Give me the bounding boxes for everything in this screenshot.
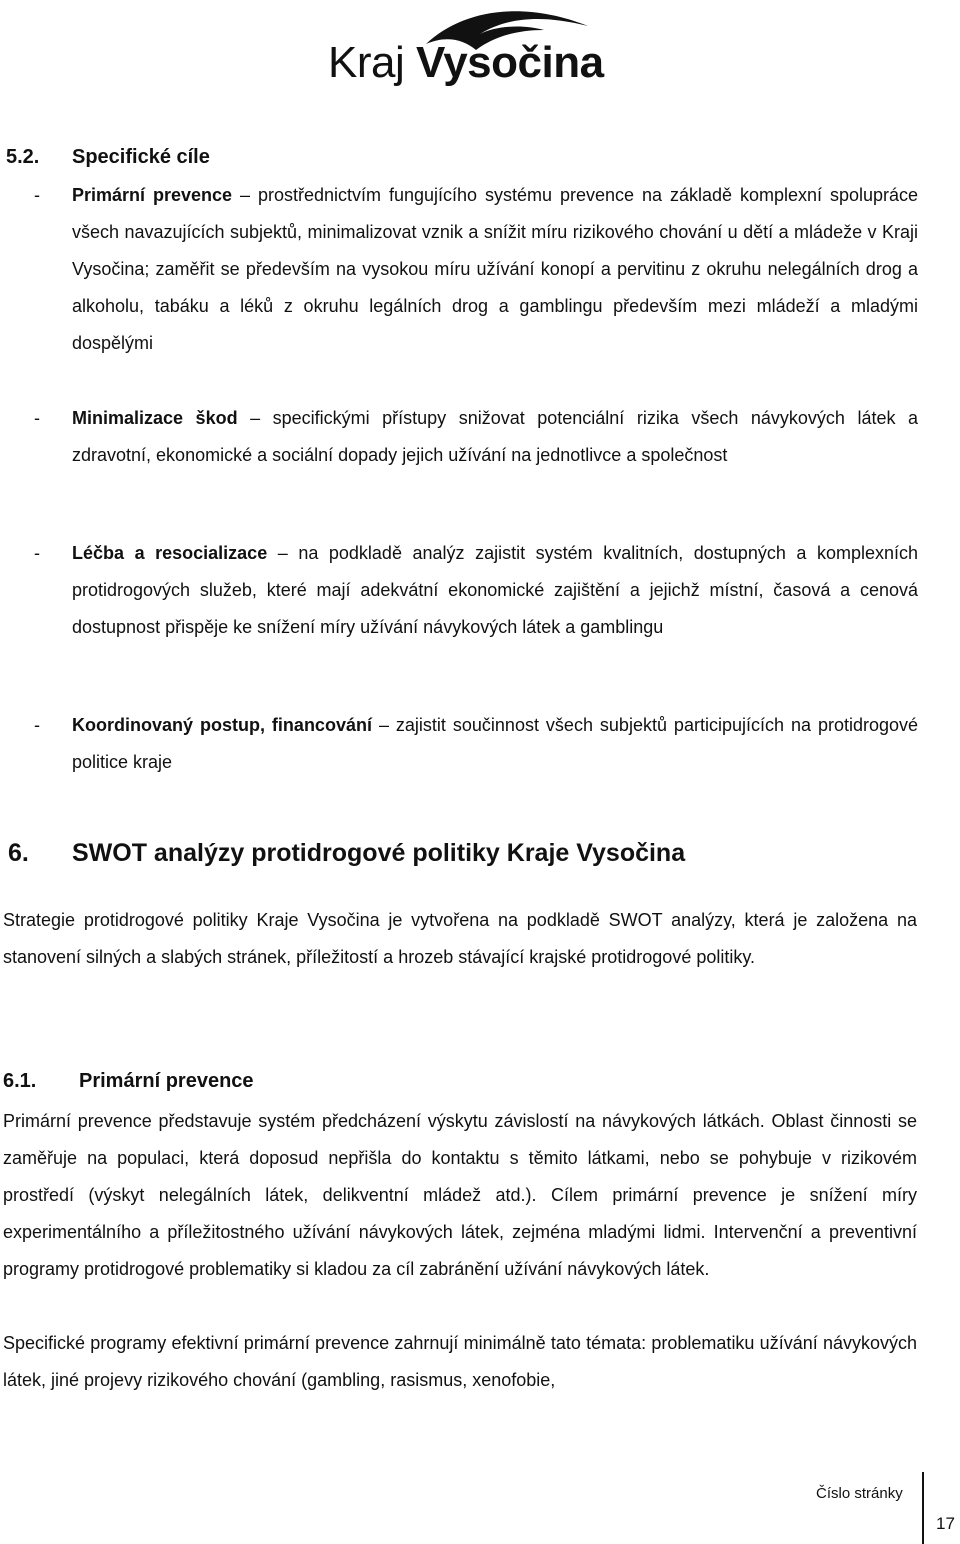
section-6-1-heading bbox=[3, 1064, 254, 1098]
section-title: Specifické cíle bbox=[72, 146, 210, 168]
section-5-2-heading bbox=[6, 140, 210, 174]
page-number: 17 bbox=[936, 1514, 955, 1533]
section-title: Primární prevence bbox=[79, 1070, 254, 1092]
section-6-paragraph: Strategie protidrogové politiky Kraje Vysočina je vytvořena na podkladě SWOT analýzy, která je založena na stanovení silných a slabých stránek, příležitostí a hrozeb stávající krajské protidrogové politiky. bbox=[3, 910, 917, 967]
list-item bbox=[34, 400, 918, 474]
list-item-text: – prostřednictvím fungujícího systému prevence na základě komplexní spolupráce všech navazujících subjektů, minimalizovat vznik a snížit míru rizikového chování u dětí a mládeže v Kraji Vysočina; zaměřit se především na vysokou míru užívání konopí a pervitinu z okruhu nelegálních drog a alkoholu, tabáku a léků z okruhu legálních drog a gamblingu především mezi mládeží a mladými dospělými bbox=[72, 185, 918, 353]
logo-word-vysocina: Vysočina bbox=[415, 38, 604, 87]
section-6-1-paragraph-2: Specifické programy efektivní primární prevence zahrnují minimálně tato témata: problematiku užívání návykových látek, jiné projevy rizikového chování (gambling, rasismus, xenofobie, bbox=[3, 1333, 917, 1390]
logo-word-kraj: Kraj bbox=[328, 38, 405, 87]
list-item bbox=[34, 707, 919, 781]
list-item-text: – specifickými přístupy snižovat potenciální rizika všech návykových látek a zdravotní, ekonomické a sociální dopady jejich užívání na jednotlivce a společnost bbox=[72, 408, 918, 465]
logo-wordmark bbox=[328, 38, 604, 88]
list-dash: - bbox=[34, 715, 40, 735]
list-item-term: Koordinovaný postup, financování bbox=[72, 715, 372, 735]
list-dash: - bbox=[34, 185, 40, 205]
list-item-term: Minimalizace škod bbox=[72, 408, 238, 428]
kraj-vysocina-logo bbox=[328, 4, 604, 88]
section-number: 5.2. bbox=[6, 146, 40, 168]
page-number-label: Číslo stránky bbox=[816, 1485, 903, 1502]
list-item bbox=[34, 535, 918, 646]
list-item-text: – zajistit součinnost všech subjektů participujících na protidrogové politice kraje bbox=[72, 715, 919, 772]
list-item bbox=[34, 177, 918, 362]
section-6-heading bbox=[8, 833, 685, 873]
list-item-term: Léčba a resocializace bbox=[72, 543, 268, 563]
section-number: 6.1. bbox=[3, 1070, 37, 1092]
section-6-1-paragraph-1: Primární prevence představuje systém předcházení výskytu závislostí na návykových látkách. Oblast činnosti se zaměřuje na populaci, která doposud nepřišla do kontaktu s těmito látkami, nebo se pohybuje v rizikovém prostředí (výskyt nelegálních látek, delikventní mládež atd.). Cílem primární prevence je snížení míry experimentálního a příležitostného užívání návykových látek, zejména mladými lidmi. Intervenční a preventivní programy protidrogové problematiky si kladou za cíl zabránění užívání návykových látek. bbox=[3, 1111, 917, 1279]
list-dash: - bbox=[34, 543, 40, 563]
section-title: SWOT analýzy protidrogové politiky Kraje Vysočina bbox=[72, 839, 686, 867]
list-dash: - bbox=[34, 408, 40, 428]
footer-divider bbox=[922, 1472, 924, 1544]
list-item-text: – na podkladě analýz zajistit systém kvalitních, dostupných a komplexních protidrogových služeb, které mají adekvátní ekonomické zajištění a jejichž místní, časová a cenová dostupnost přispěje ke snížení míry užívání návykových látek a gamblingu bbox=[72, 543, 918, 637]
list-item-term: Primární prevence bbox=[72, 185, 233, 205]
section-number: 6. bbox=[8, 839, 29, 867]
